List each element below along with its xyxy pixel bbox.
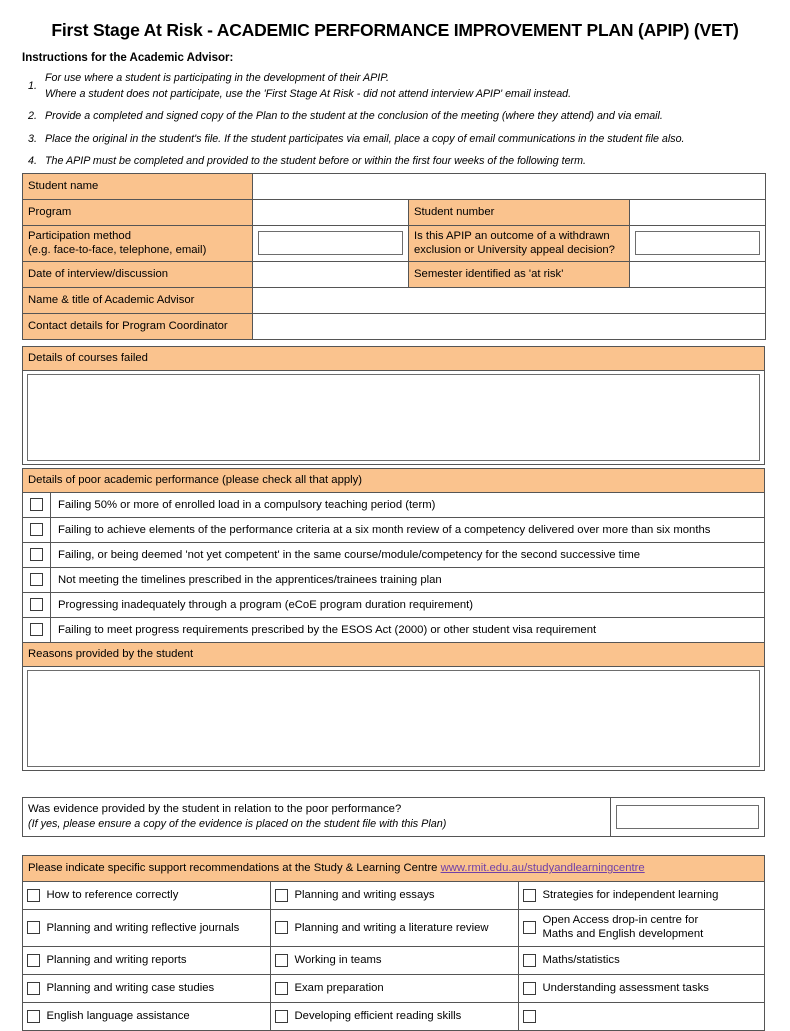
checkbox-icon[interactable] <box>27 889 40 902</box>
support-checkbox-cell[interactable] <box>23 1003 45 1031</box>
support-label: Working in teams <box>293 947 519 975</box>
checkbox-icon[interactable] <box>27 1010 40 1023</box>
support-checkbox-cell[interactable] <box>271 882 293 910</box>
support-recommendations-table <box>22 855 765 1031</box>
poor-performance-checkbox-cell[interactable] <box>23 593 51 618</box>
support-label: English language assistance <box>45 1003 271 1031</box>
checkbox-icon[interactable] <box>275 954 288 967</box>
checkbox-icon[interactable] <box>27 982 40 995</box>
table-row <box>23 469 765 493</box>
instructions-list <box>0 71 790 170</box>
participation-method-cell <box>253 226 409 262</box>
checkbox-icon[interactable] <box>523 1010 536 1023</box>
checkbox-icon[interactable] <box>523 921 536 934</box>
support-label: Maths/statistics <box>541 947 765 975</box>
instruction-item <box>0 132 790 148</box>
program-coordinator-label: Contact details for Program Coordinator <box>23 313 253 339</box>
date-of-interview-label: Date of interview/discussion <box>23 261 253 287</box>
table-row <box>23 347 765 371</box>
instruction-line: Where a student does not participate, use the 'First Stage At Risk - did not attend interview APIP' email instead. <box>45 87 572 100</box>
checkbox-icon[interactable] <box>523 889 536 902</box>
checkbox-icon[interactable] <box>30 548 43 561</box>
support-checkbox-cell[interactable] <box>271 947 293 975</box>
academic-advisor-field[interactable] <box>253 287 766 313</box>
instruction-number: 1. <box>28 80 37 92</box>
poor-performance-label: Failing 50% or more of enrolled load in a compulsory teaching period (term) <box>51 493 765 518</box>
support-checkbox-cell[interactable] <box>519 947 541 975</box>
table-row <box>23 493 765 518</box>
student-name-label: Student name <box>23 174 253 200</box>
table-row <box>23 568 765 593</box>
poor-performance-checkbox-cell[interactable] <box>23 493 51 518</box>
evidence-answer-field[interactable] <box>616 805 759 829</box>
checkbox-icon[interactable] <box>27 954 40 967</box>
instruction-number: 3. <box>28 132 37 145</box>
withdrawn-exclusion-label <box>409 226 630 262</box>
table-row <box>23 200 766 226</box>
program-coordinator-field[interactable] <box>253 313 766 339</box>
student-number-field[interactable] <box>630 200 766 226</box>
poor-performance-checkbox-cell[interactable] <box>23 618 51 643</box>
checkbox-icon[interactable] <box>30 573 43 586</box>
instruction-item <box>0 109 790 125</box>
instruction-line: Provide a completed and signed copy of the Plan to the student at the conclusion of the meeting (where they attend) and via email. <box>45 110 663 123</box>
support-label: Planning and writing reports <box>45 947 271 975</box>
support-label: Planning and writing reflective journals <box>45 910 271 947</box>
table-row <box>23 226 766 262</box>
table-row <box>23 518 765 543</box>
instruction-line: Place the original in the student's file. If the student participates via email, place a copy of email communications in the student file also. <box>45 132 685 145</box>
poor-performance-label: Failing to achieve elements of the performance criteria at a six month review of a competency delivered over more than six months <box>51 518 765 543</box>
poor-performance-label: Not meeting the timelines prescribed in the apprentices/trainees training plan <box>51 568 765 593</box>
checkbox-icon[interactable] <box>30 523 43 536</box>
support-checkbox-cell[interactable] <box>23 882 45 910</box>
poor-performance-checkbox-cell[interactable] <box>23 568 51 593</box>
date-of-interview-field[interactable] <box>253 261 409 287</box>
checkbox-icon[interactable] <box>275 982 288 995</box>
evidence-table <box>22 797 765 837</box>
academic-advisor-label: Name & title of Academic Advisor <box>23 287 253 313</box>
support-checkbox-cell[interactable] <box>23 947 45 975</box>
support-checkbox-cell[interactable] <box>271 1003 293 1031</box>
student-name-field[interactable] <box>253 174 766 200</box>
student-details-table <box>22 173 766 340</box>
table-row <box>23 287 766 313</box>
checkbox-icon[interactable] <box>30 623 43 636</box>
support-label: Exam preparation <box>293 975 519 1003</box>
table-row <box>23 798 765 837</box>
checkbox-icon[interactable] <box>275 1010 288 1023</box>
withdrawn-exclusion-label-line2: exclusion or University appeal decision? <box>414 244 615 257</box>
instruction-text <box>45 71 790 102</box>
evidence-question-line1: Was evidence provided by the student in relation to the poor performance? <box>28 803 402 816</box>
evidence-answer-cell <box>611 798 765 837</box>
table-row <box>23 371 765 465</box>
courses-failed-table <box>22 346 765 465</box>
support-label: How to reference correctly <box>45 882 271 910</box>
withdrawn-exclusion-label-line1: Is this APIP an outcome of a withdrawn <box>414 230 610 242</box>
poor-performance-table <box>22 468 765 771</box>
withdrawn-exclusion-cell <box>630 226 766 262</box>
withdrawn-exclusion-field[interactable] <box>635 231 760 255</box>
support-checkbox-cell[interactable] <box>519 882 541 910</box>
table-row <box>23 947 765 975</box>
support-checkbox-cell[interactable] <box>271 975 293 1003</box>
study-learning-centre-link[interactable]: www.rmit.edu.au/studyandlearningcentre <box>440 862 645 875</box>
checkbox-icon[interactable] <box>27 921 40 934</box>
poor-performance-label: Failing, or being deemed 'not yet competent' in the same course/module/competency for the second successive time <box>51 543 765 568</box>
support-checkbox-cell[interactable] <box>519 910 541 947</box>
table-row <box>23 174 766 200</box>
support-label <box>541 1003 765 1031</box>
program-label: Program <box>23 200 253 226</box>
participation-method-label-line2: (e.g. face-to-face, telephone, email) <box>28 244 207 257</box>
instructions-heading: Instructions for the Academic Advisor: <box>22 52 234 65</box>
table-row <box>23 618 765 643</box>
poor-performance-label: Failing to meet progress requirements prescribed by the ESOS Act (2000) or other student visa requirement <box>51 618 765 643</box>
poor-performance-checkbox-cell[interactable] <box>23 543 51 568</box>
checkbox-icon[interactable] <box>30 598 43 611</box>
program-field[interactable] <box>253 200 409 226</box>
checkbox-icon[interactable] <box>275 921 288 934</box>
support-label: Planning and writing essays <box>293 882 519 910</box>
poor-performance-label: Progressing inadequately through a program (eCoE program duration requirement) <box>51 593 765 618</box>
reasons-textarea[interactable] <box>27 670 760 767</box>
instruction-number: 4. <box>28 155 37 168</box>
support-label-line2: Maths and English development <box>542 928 704 940</box>
support-label-line1: Open Access drop-in centre for <box>542 914 699 927</box>
support-checkbox-cell[interactable] <box>519 975 541 1003</box>
table-row <box>23 910 765 947</box>
instruction-number: 2. <box>28 110 37 123</box>
evidence-question <box>23 798 611 837</box>
support-label: Understanding assessment tasks <box>541 975 765 1003</box>
checkbox-icon[interactable] <box>30 498 43 511</box>
support-checkbox-cell[interactable] <box>519 1003 541 1031</box>
checkbox-icon[interactable] <box>523 982 536 995</box>
support-label-multiline <box>541 910 765 947</box>
student-number-label: Student number <box>409 200 630 226</box>
instruction-line: The APIP must be completed and provided to the student before or within the first four weeks of the following term. <box>45 155 586 168</box>
table-row <box>23 667 765 771</box>
table-row <box>23 1003 765 1031</box>
support-label: Strategies for independent learning <box>541 882 765 910</box>
page-title: First Stage At Risk - ACADEMIC PERFORMANCE IMPROVEMENT PLAN (APIP) (VET) <box>51 20 739 40</box>
instruction-text <box>45 109 790 125</box>
participation-method-label-line1: Participation method <box>28 230 131 242</box>
participation-method-field[interactable] <box>258 231 403 255</box>
participation-method-label <box>23 226 253 262</box>
semester-field[interactable] <box>630 261 766 287</box>
courses-failed-textarea[interactable] <box>27 374 760 461</box>
table-row <box>23 543 765 568</box>
support-header <box>23 856 765 882</box>
support-label: Planning and writing a literature review <box>293 910 519 947</box>
table-row <box>23 643 765 667</box>
table-row <box>23 593 765 618</box>
support-checkbox-cell[interactable] <box>23 910 45 947</box>
support-label: Developing efficient reading skills <box>293 1003 519 1031</box>
table-row <box>23 313 766 339</box>
semester-label: Semester identified as 'at risk' <box>409 261 630 287</box>
support-header-text: Please indicate specific support recommendations at the Study & Learning Centre <box>28 862 441 875</box>
table-row <box>23 975 765 1003</box>
instruction-line: For use where a student is participating in the development of their APIP. <box>45 72 389 85</box>
courses-failed-header: Details of courses failed <box>23 347 765 371</box>
poor-performance-checkbox-cell[interactable] <box>23 518 51 543</box>
poor-performance-header: Details of poor academic performance (please check all that apply) <box>23 469 765 493</box>
support-checkbox-cell[interactable] <box>23 975 45 1003</box>
reasons-cell <box>23 667 765 771</box>
checkbox-icon[interactable] <box>275 889 288 902</box>
instruction-text <box>45 154 790 170</box>
courses-failed-cell <box>23 371 765 465</box>
table-row <box>23 261 766 287</box>
table-row <box>23 882 765 910</box>
instruction-item <box>0 71 790 102</box>
support-checkbox-cell[interactable] <box>271 910 293 947</box>
instruction-text <box>45 132 790 148</box>
reasons-header: Reasons provided by the student <box>23 643 765 667</box>
support-label: Planning and writing case studies <box>45 975 271 1003</box>
evidence-question-line2: (If yes, please ensure a copy of the evidence is placed on the student file with this Plan) <box>28 817 447 830</box>
table-row <box>23 856 765 882</box>
checkbox-icon[interactable] <box>523 954 536 967</box>
instruction-item <box>0 154 790 170</box>
